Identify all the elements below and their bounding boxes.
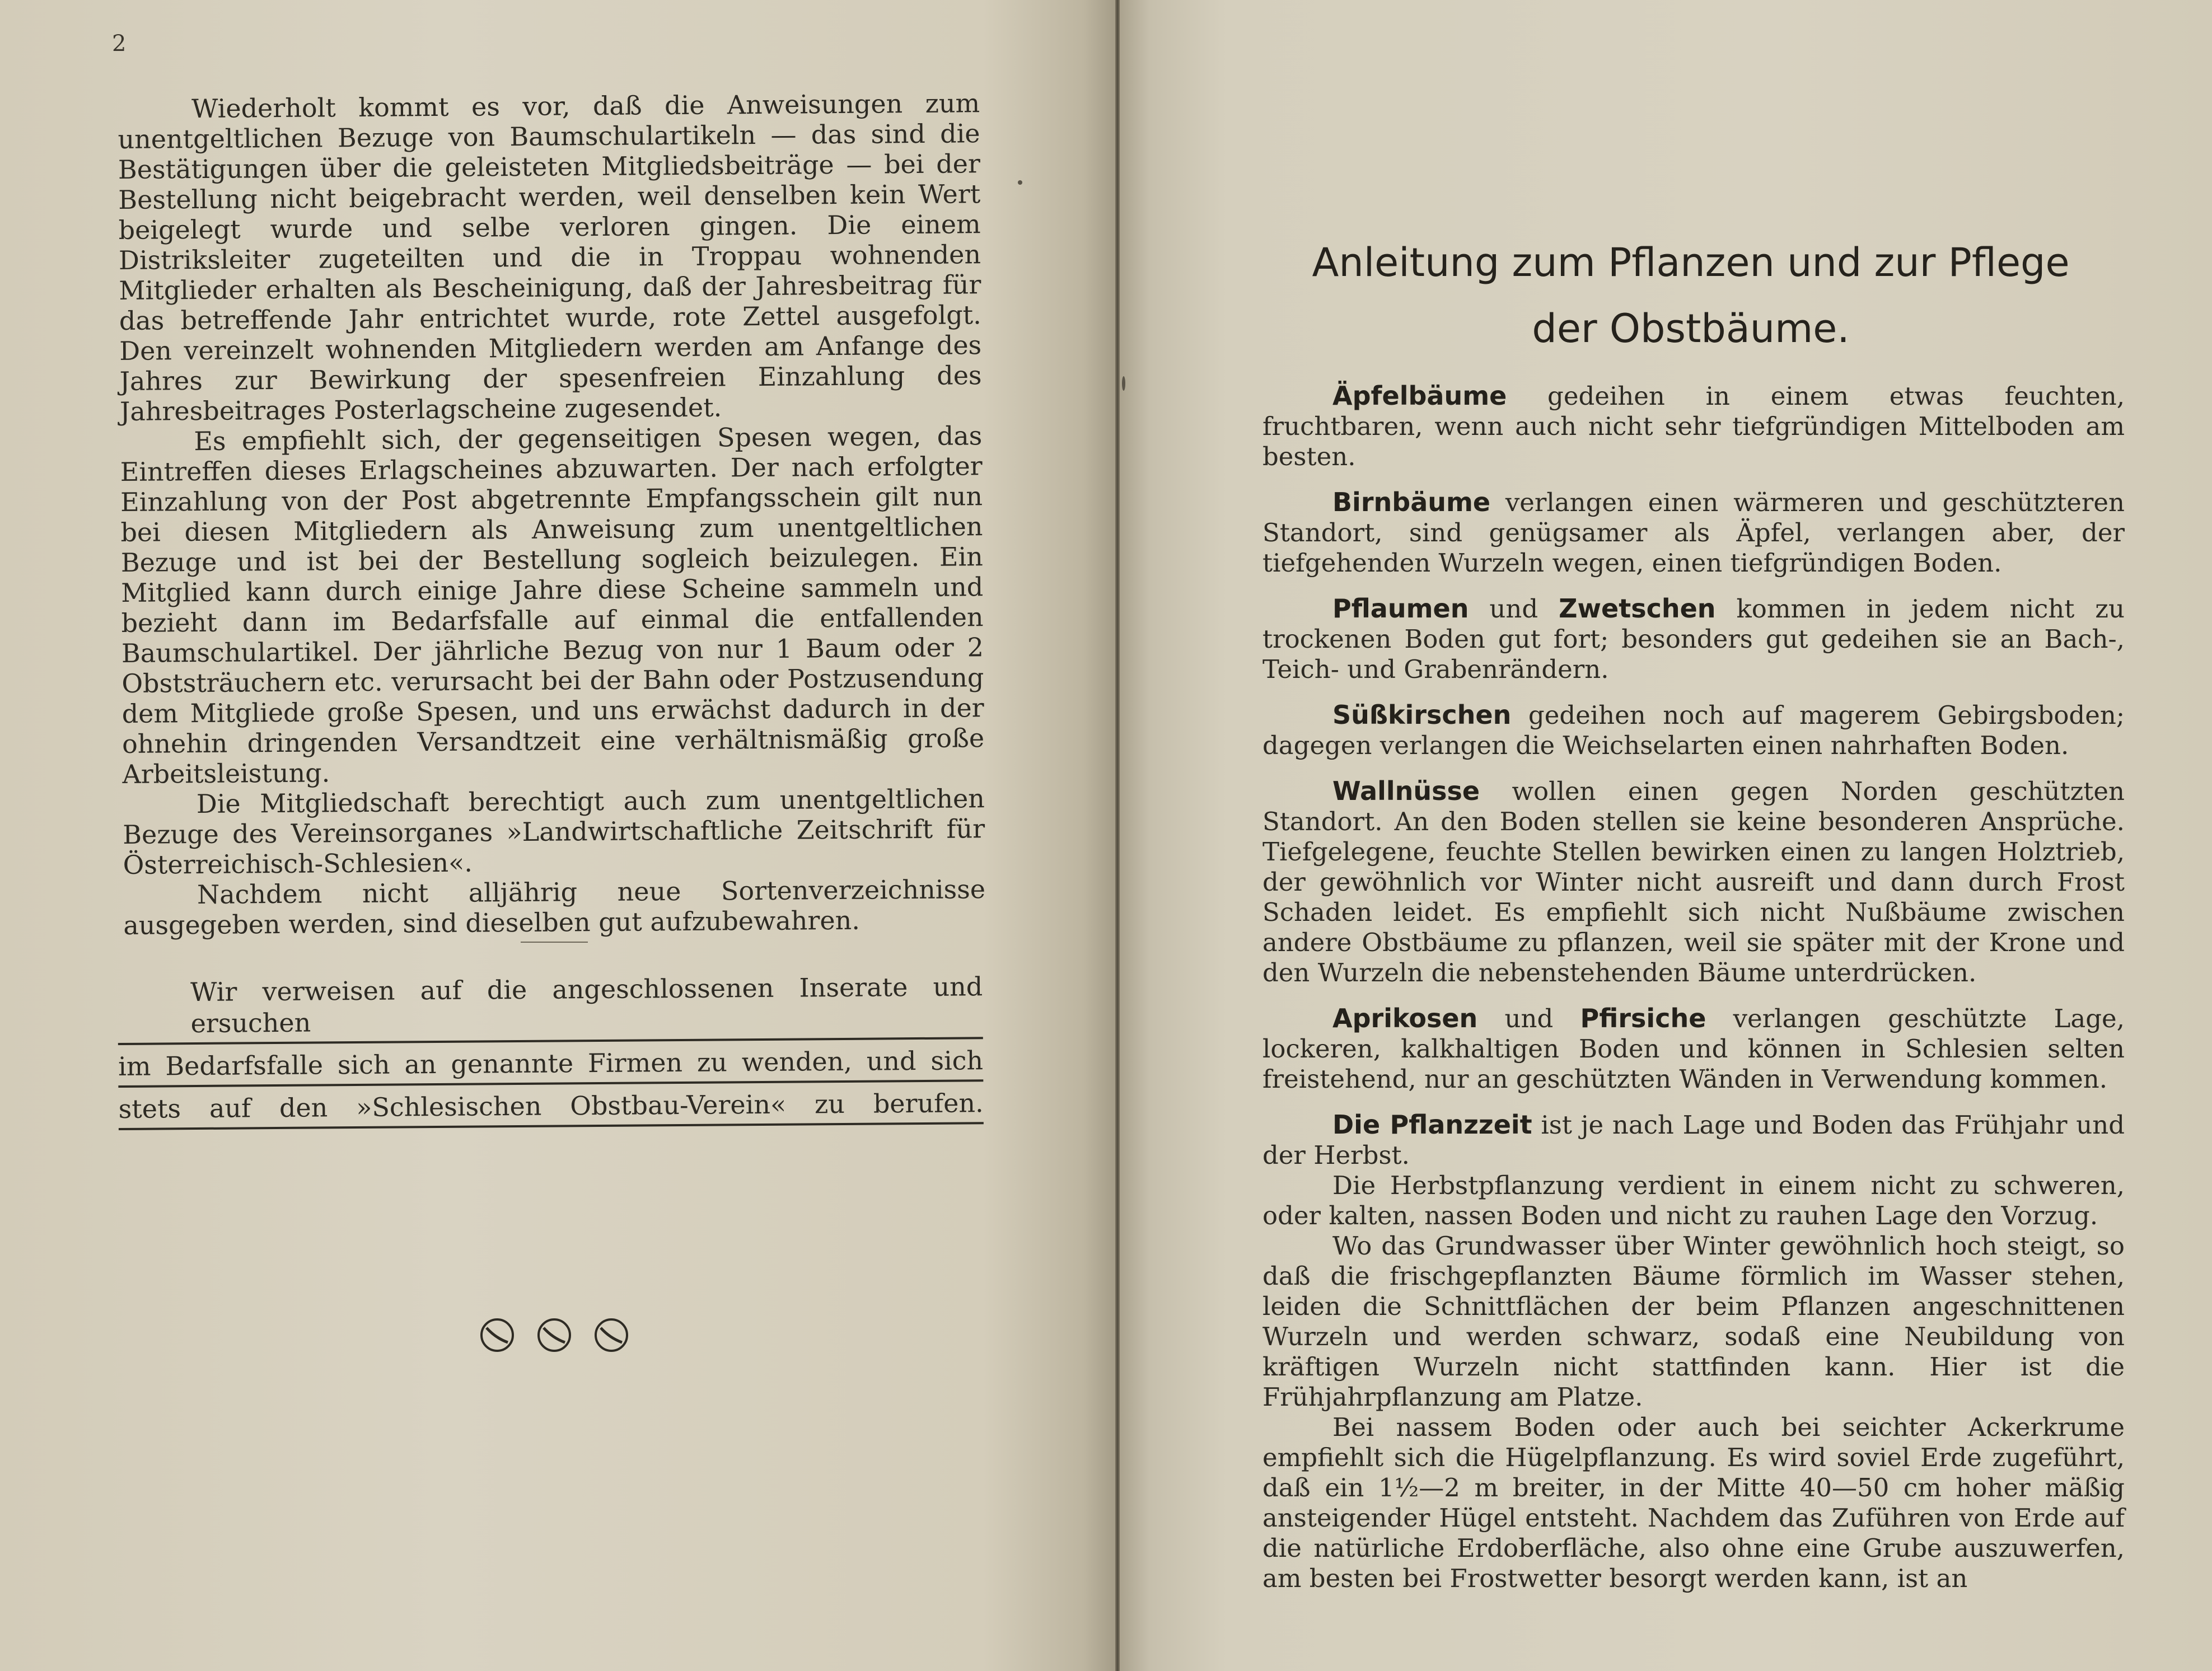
ornament-icon bbox=[593, 1317, 630, 1354]
term-heading: Äpfelbäume bbox=[1332, 381, 1507, 411]
section-text: gedeihen in einem etwas feuchten, fruchtbaren, wenn auch nicht sehr tiefgründigen Mittelboden am besten. bbox=[1262, 381, 2125, 471]
paragraph-herbstpflanzung: Die Herbstpflanzung verdient in einem nicht zu schweren, oder kalten, nassen Boden und nicht zu rauhen Lage den Vorzug. bbox=[1262, 1171, 2125, 1230]
section-susskirschen bbox=[1262, 700, 2125, 761]
ornament-group bbox=[479, 1317, 630, 1356]
term-heading: Pfirsiche bbox=[1580, 1003, 1706, 1033]
section-text: wollen einen gegen Norden geschützten Standort. An den Boden stellen sie keine besonderen Ansprüche. Tiefgelegene, feuchte Stellen bewirken einen zu langen Holztrieb, der gewöhnlich vor Winter nicht ausreift und dann durch Frost Schaden leidet. Es empfiehlt sich nicht Nußbäume zwischen andere Obstbäume zu pflanzen, weil sie später mit der Krone und den Wurzeln die nebenstehenden Bäume unterdrücken. bbox=[1262, 776, 2125, 987]
section-wallnusse bbox=[1262, 776, 2125, 988]
paragraph-hugelpflanzung: Bei nassem Boden oder auch bei seichter Ackerkrume empfiehlt sich die Hügelpflanzung. Es wird soviel Erde zugeführt, daß ein 1½—2 m breiter, in der Mitte 40—50 cm hoher mäßig ansteigender Hügel entsteht. Nachdem das Zuführen von Erde auf die natürliche Erdoberfläche, also ohne eine Grube auszuwerfen, am besten bei Frostwetter besorgt werden kann, ist an bbox=[1262, 1412, 2125, 1593]
section-apfelbaume bbox=[1262, 381, 2125, 472]
page-number-left: 2 bbox=[112, 31, 127, 57]
book-gutter bbox=[1115, 0, 1120, 1671]
term-heading: Aprikosen bbox=[1332, 1003, 1478, 1033]
chapter-title bbox=[1240, 230, 2141, 362]
section-pflanzzeit bbox=[1262, 1110, 2125, 1171]
section-birnbaume bbox=[1262, 487, 2125, 578]
left-body-text bbox=[118, 88, 986, 940]
binding-staple bbox=[1122, 376, 1125, 391]
section-text: ist je nach Lage und Boden das Frühjahr und der Herbst. bbox=[1262, 1110, 2125, 1170]
title-line: Anleitung zum Pflanzen und zur Pflege bbox=[1312, 240, 2070, 285]
paragraph-anweisungen: Wiederholt kommt es vor, daß die Anweisungen zum unentgeltlichen Bezuge von Baumschulartikeln — das sind die Bestätigungen über die geleisteten Mitgliedsbeiträge — bei der Bestellung nicht beigebracht werden, weil denselben kein Wert beigelegt wurde und selbe verloren gingen. Die einem Distriksleiter zugeteilten und die in Troppau wohnenden Mitglieder erhalten als Bescheinigung, daß der Jahresbeitrag für das betreffende Jahr entrichtet wurde, rote Zettel ausgefolgt. Den vereinzelt wohnenden Mitgliedern werden am Anfange des Jahres zur Bewirkung der spesenfreien Einzahlung des Jahresbeitrages Posterlagscheine zugesendet. bbox=[118, 88, 982, 427]
term-heading: Süßkirschen bbox=[1332, 700, 1512, 730]
paragraph-mitgliedschaft: Die Mitgliedschaft berechtigt auch zum unentgeltlichen Bezuge des Vereinsorganes »Landwirtschaftliche Zeitschrift für Österreichisch-Schlesien«. bbox=[123, 783, 985, 880]
section-pflaumen bbox=[1262, 593, 2125, 685]
paragraph-erlagschein: Es empfiehlt sich, der gegenseitigen Spesen wegen, das Eintreffen dieses Erlagscheines abzuwarten. Der nach erfolgter Einzahlung von der Post abgetrennte Empfangsschein gilt nun bei diesen Mitgliedern als Anweisung zum unentgeltlichen Bezuge und ist bei der Bestellung sogleich beizulegen. Ein Mitglied kann durch einige Jahre diese Scheine sammeln und bezieht dann im Bedarfsfalle auf einmal die entfallenden Baumschulartikel. Der jährliche Bezug von nur 1 Baum oder 2 Obststräuchern etc. verursacht bei der Bahn oder Postzusendung dem Mitgliede große Spesen, und uns erwächst dadurch in der ohnehin dringenden Versandtzeit eine verhältnismäßig große Arbeitsleistung. bbox=[120, 420, 985, 789]
right-body-text bbox=[1262, 381, 2125, 1594]
notice-line: Wir verweisen auf die angeschlossenen Inserate und ersuchen bbox=[118, 971, 983, 1045]
section-text: gedeihen noch auf magerem Gebirgsboden; dagegen verlangen die Weichselarten einen nahrhaften Boden. bbox=[1262, 700, 2125, 760]
term-heading: Zwetschen bbox=[1559, 593, 1716, 624]
ornament-icon bbox=[536, 1317, 573, 1354]
section-text: verlangen einen wärmeren und geschützteren Standort, sind genügsamer als Äpfel, verlangen aber, der tiefgehenden Wurzeln wegen, einen tiefgründigen Boden. bbox=[1262, 488, 2125, 578]
section-text: und bbox=[1469, 594, 1559, 624]
notice-line: im Bedarfsfalle sich an genannte Firmen zu wenden, und sich bbox=[118, 1045, 983, 1088]
section-text: und bbox=[1477, 1004, 1580, 1033]
term-heading: Birnbäume bbox=[1332, 487, 1491, 517]
ornament-icon bbox=[479, 1317, 516, 1354]
section-text: verlangen geschützte Lage, lockeren, kalkhaltigen Boden und können in Schlesien selten freistehend, nur an geschützten Wänden in Verwendung kommen. bbox=[1262, 1004, 2125, 1094]
notice-line: stets auf den »Schlesischen Obstbau-Verein« zu berufen. bbox=[118, 1087, 983, 1130]
advertisement-notice bbox=[118, 971, 984, 1136]
paper-speck bbox=[1018, 180, 1022, 185]
term-heading: Pflaumen bbox=[1332, 593, 1469, 624]
title-line: der Obstbäume. bbox=[1532, 306, 1850, 352]
short-separator-rule bbox=[521, 942, 588, 943]
paragraph-sortenverzeichnisse: Nachdem nicht alljährig neue Sortenverzeichnisse ausgegeben werden, sind dieselben gut aufzubewahren. bbox=[123, 874, 986, 940]
section-aprikosen bbox=[1262, 1003, 2125, 1094]
paragraph-grundwasser: Wo das Grundwasser über Winter gewöhnlich hoch steigt, so daß die frischgepflanzten Bäume förmlich im Wasser stehen, leiden die Schnittflächen der beim Pflanzen angeschnittenen Wurzeln und werden schwarz, sodaß eine Neubildung von kräftigen Wurzeln nicht stattfinden kann. Hier ist die Frühjahrpflanzung am Platze. bbox=[1262, 1231, 2125, 1412]
section-text: kommen in jedem nicht zu trockenen Boden gut fort; besonders gut gedeihen sie an Bach-, Teich- und Grabenrändern. bbox=[1262, 594, 2125, 684]
term-heading: Wallnüsse bbox=[1332, 776, 1480, 806]
term-heading: Die Pflanzzeit bbox=[1332, 1110, 1532, 1140]
